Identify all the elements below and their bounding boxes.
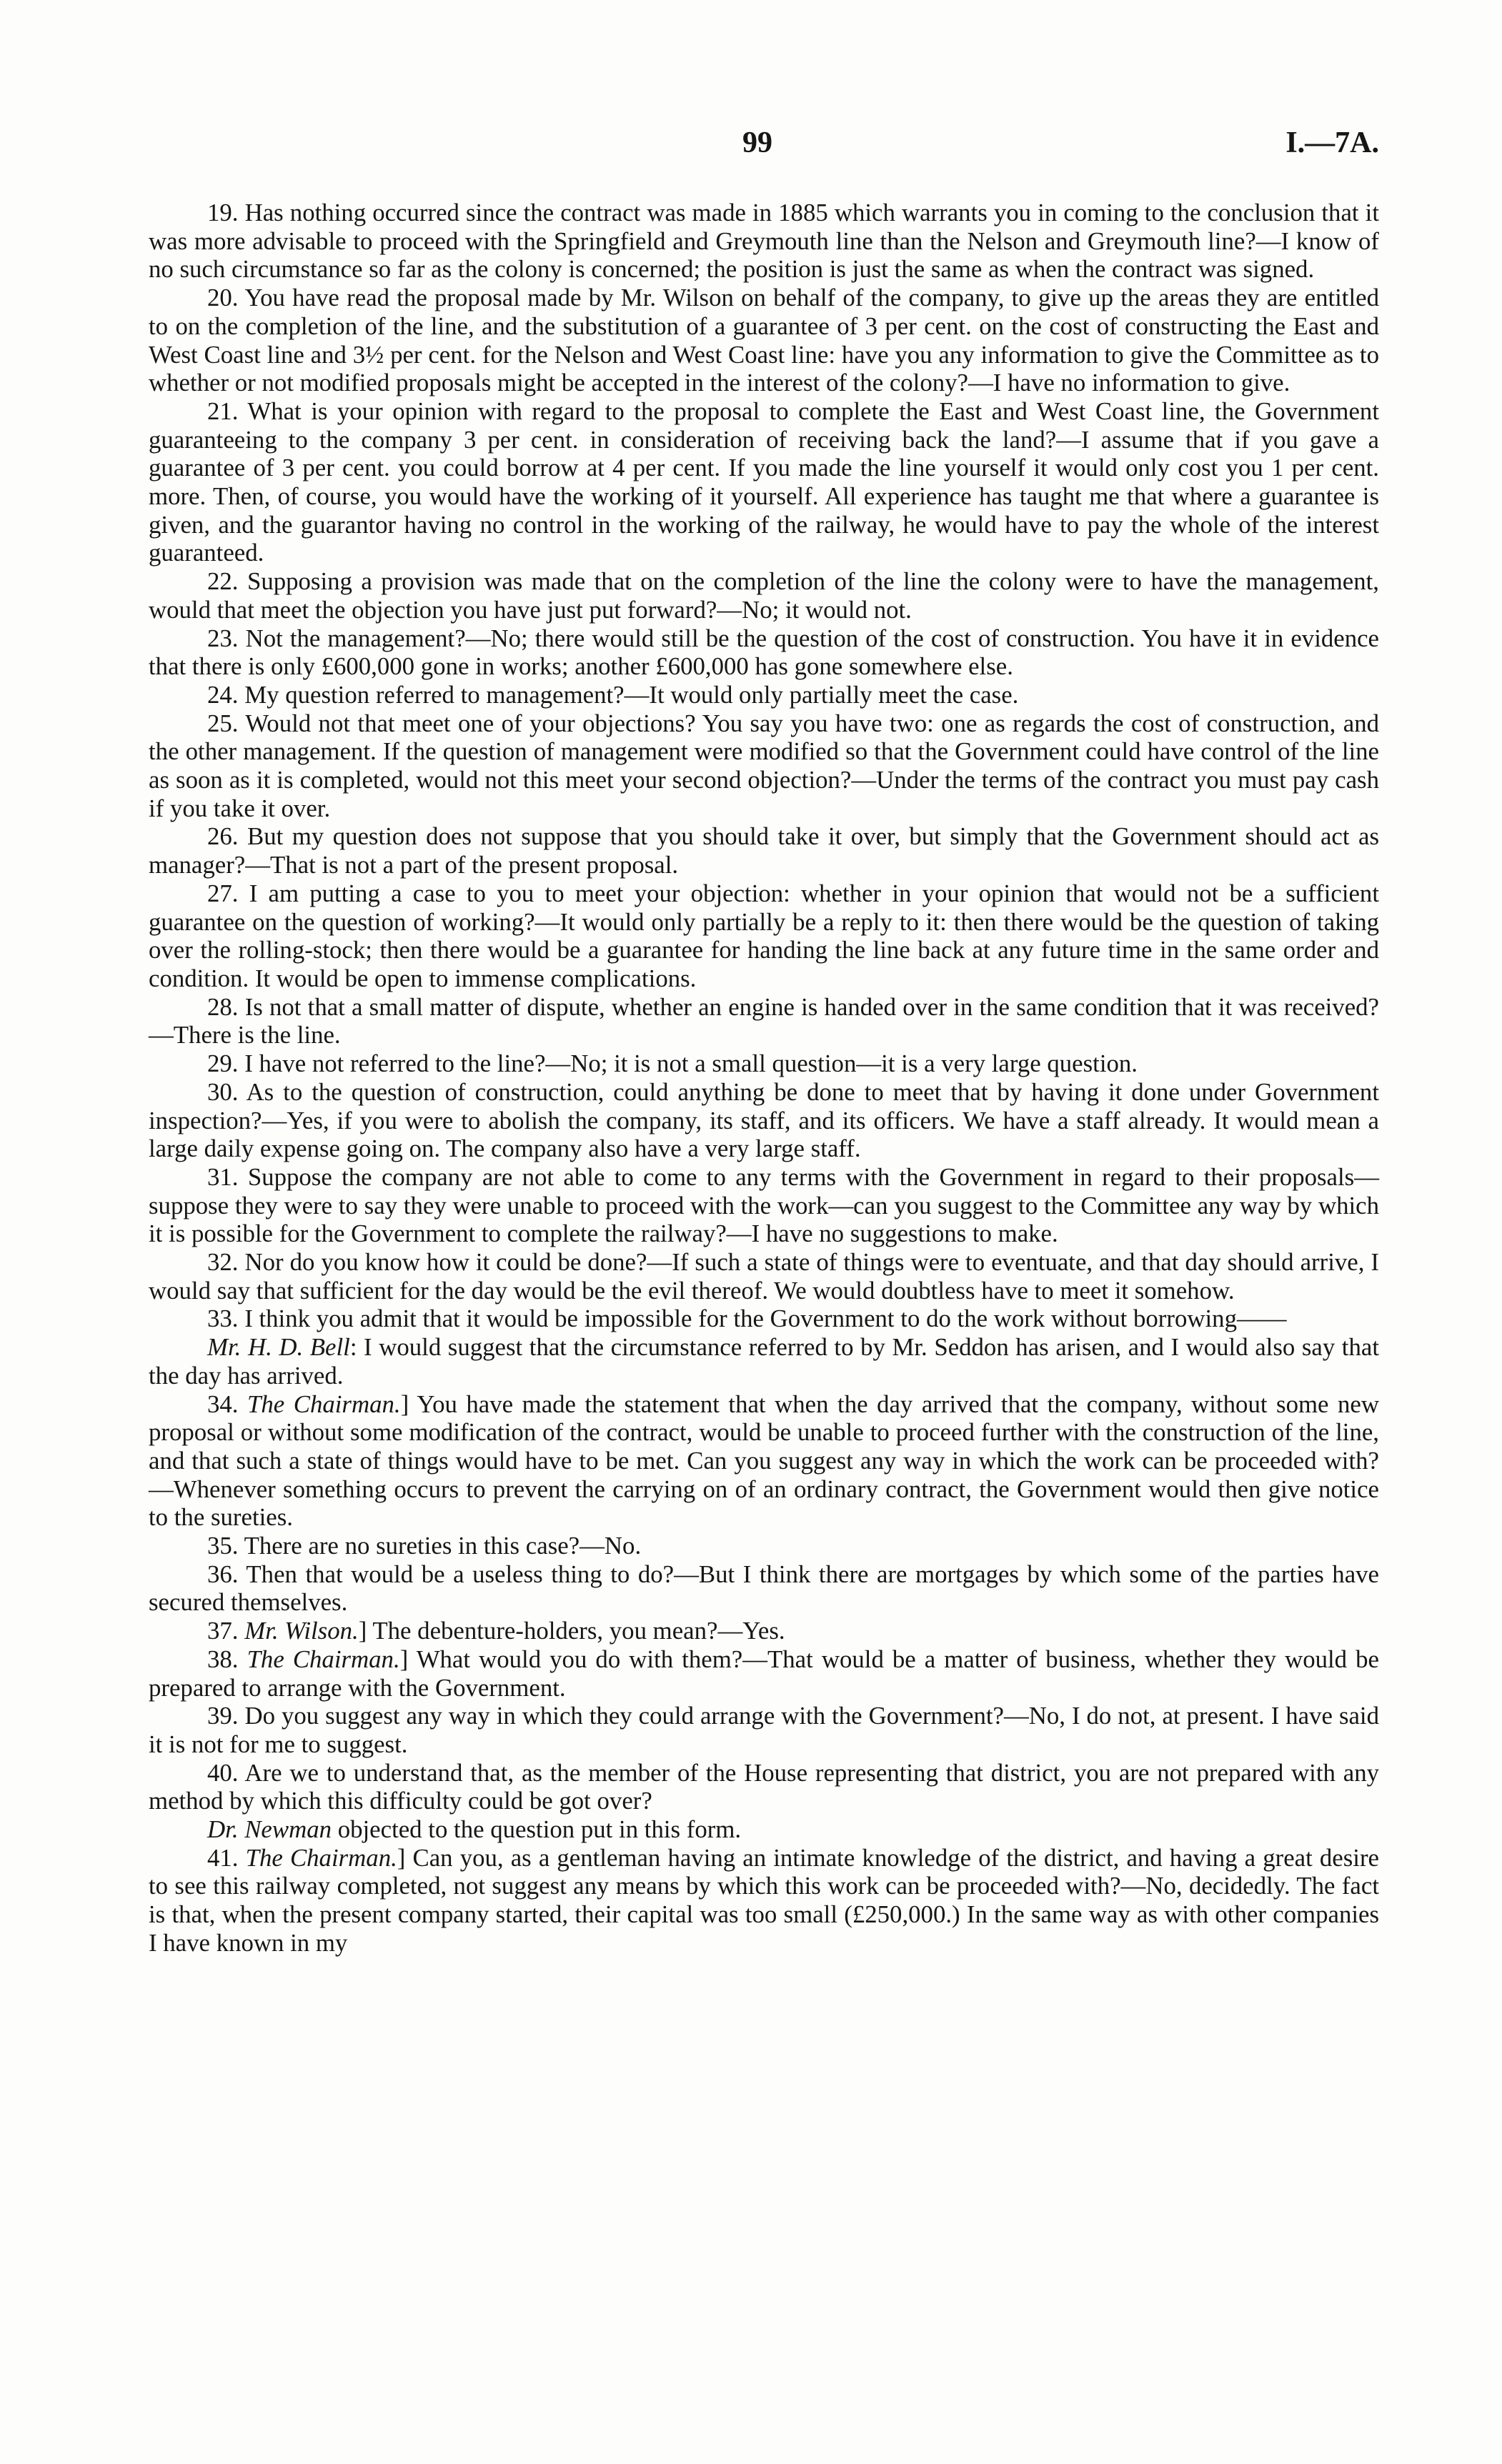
question-36: 36. Then that would be a useless thing to do?—But I think there are mortgages by which some of the parties have secured themselves. (149, 1560, 1379, 1617)
question-28: 28. Is not that a small matter of dispute, whether an engine is handed over in the same condition that it was received?—There is the line. (149, 992, 1379, 1049)
question-24: 24. My question referred to management?—It would only partially meet the case. (207, 680, 1019, 709)
page-number: 99 (742, 126, 772, 159)
question-32: 32. Nor do you know how it could be done?—If such a state of things were to eventuate, and that day should arrive, I would say that sufficient for the day would be the evil thereof. We would doubtless have to meet it somehow. (149, 1248, 1379, 1305)
question-25: 25. Would not that meet one of your objections? You say you have two: one as regards the cost of construction, and the other management. If the question of management were modified so that the Government could have control of the line as soon as it is completed, would not this meet your second objection?—Under the terms of the contract you must pay cash if you take it over. (149, 709, 1379, 822)
question-40: 40. Are we to understand that, as the member of the House representing that district, you are not prepared with any method by which this difficulty could be got over? (149, 1758, 1379, 1815)
question-38: 38. The Chairman.] What would you do with them?—That would be a matter of business, whether they would be prepared to arrange with the Government. (149, 1645, 1379, 1702)
interjection-newman: Dr. Newman objected to the question put in this form. (207, 1815, 742, 1844)
question-30: 30. As to the question of construction, could anything be done to meet that by having it done under Government inspection?—Yes, if you were to abolish the company, its staff, and its officers. We have a staff already. It would mean a large daily expense going on. The company also have a very large staff. (149, 1077, 1379, 1163)
question-39: 39. Do you suggest any way in which they could arrange with the Government?—No, I do not, at present. I have said it is not for me to suggest. (149, 1702, 1379, 1758)
question-19: 19. Has nothing occurred since the contract was made in 1885 which warrants you in coming to the conclusion that it was more advisable to proceed with the Springfield and Greymouth line than the Nelson and Greymouth line?—I know of no such circumstance so far as the colony is concerned; the position is just the same as when the contract was signed. (149, 199, 1379, 284)
question-23: 23. Not the management?—No; there would still be the question of the cost of construction. You have it in evidence that there is only £600,000 gone in works; another £600,000 has gone somewhere else. (149, 624, 1379, 681)
question-31: 31. Suppose the company are not able to come to any terms with the Government in regard to their proposals—suppose they were to say they were unable to proceed with the work—can you suggest to the Committee any way by which it is possible for the Government to complete the railway?—I have no suggestions to make. (149, 1162, 1379, 1248)
question-29: 29. I have not referred to the line?—No; it is not a small question—it is a very large question. (207, 1049, 1138, 1078)
question-35: 35. There are no sureties in this case?—No. (207, 1532, 642, 1560)
question-20: 20. You have read the proposal made by Mr. Wilson on behalf of the company, to give up the areas they are entitled to on the completion of the line, and the substitution of a guarantee of 3 per cent. on the cost of constructing the East and West Coast line and 3½ per cent. for the Nelson and West Coast line: have you any information to give the Committee as to whether or not modified proposals might be accepted in the interest of the colony?—I have no information to give. (149, 284, 1379, 397)
interjection-bell: Mr. H. D. Bell: I would suggest that the circumstance referred to by Mr. Seddon has arisen, and I would also say that the day has arrived. (149, 1333, 1379, 1390)
document-body (149, 199, 1379, 1957)
question-37: 37. Mr. Wilson.] The debenture-holders, you mean?—Yes. (207, 1617, 785, 1645)
question-21: 21. What is your opinion with regard to the proposal to complete the East and West Coast line, the Government guaranteeing to the company 3 per cent. in consideration of receiving back the land?—I assume that if you gave a guarantee of 3 per cent. you could borrow at 4 per cent. If you made the line yourself it would only cost you 1 per cent. more. Then, of course, you would have the working of it yourself. All experience has taught me that where a guarantee is given, and the guarantor having no control in the working of the railway, he would have to pay the whole of the interest guaranteed. (149, 396, 1379, 567)
document-reference: I.—7A. (1285, 126, 1379, 159)
question-22: 22. Supposing a provision was made that on the completion of the line the colony were to have the management, would that meet the objection you have just put forward?—No; it would not. (149, 567, 1379, 624)
question-27: 27. I am putting a case to you to meet your objection: whether in your opinion that would not be a sufficient guarantee on the question of working?—It would only partially be a reply to it: then there would be the question of taking over the rolling-stock; then there would be a guarantee for handing the line back at any future time in the same order and condition. It would be open to immense complications. (149, 879, 1379, 992)
question-41: 41. The Chairman.] Can you, as a gentleman having an intimate knowledge of the district, and having a great desire to see this railway completed, not suggest any means by which this work can be proceeded with?—No, decidedly. The fact is that, when the present company started, their capital was too small (£250,000.) In the same way as with other companies I have known in my (149, 1843, 1379, 1957)
question-34: 34. The Chairman.] You have made the statement that when the day arrived that the company, without some new proposal or without some modification of the contract, would be unable to proceed further with the construction of the line, and that such a state of things would have to be met. Can you suggest any way in which the work can be proceeded with?—Whenever something occurs to prevent the carrying on of an ordinary contract, the Government would then give notice to the sureties. (149, 1390, 1379, 1532)
question-26: 26. But my question does not suppose that you should take it over, but simply that the Government should act as manager?—That is not a part of the present proposal. (149, 822, 1379, 879)
question-33: 33. I think you admit that it would be impossible for the Government to do the work without borrowing—— (207, 1305, 1287, 1333)
